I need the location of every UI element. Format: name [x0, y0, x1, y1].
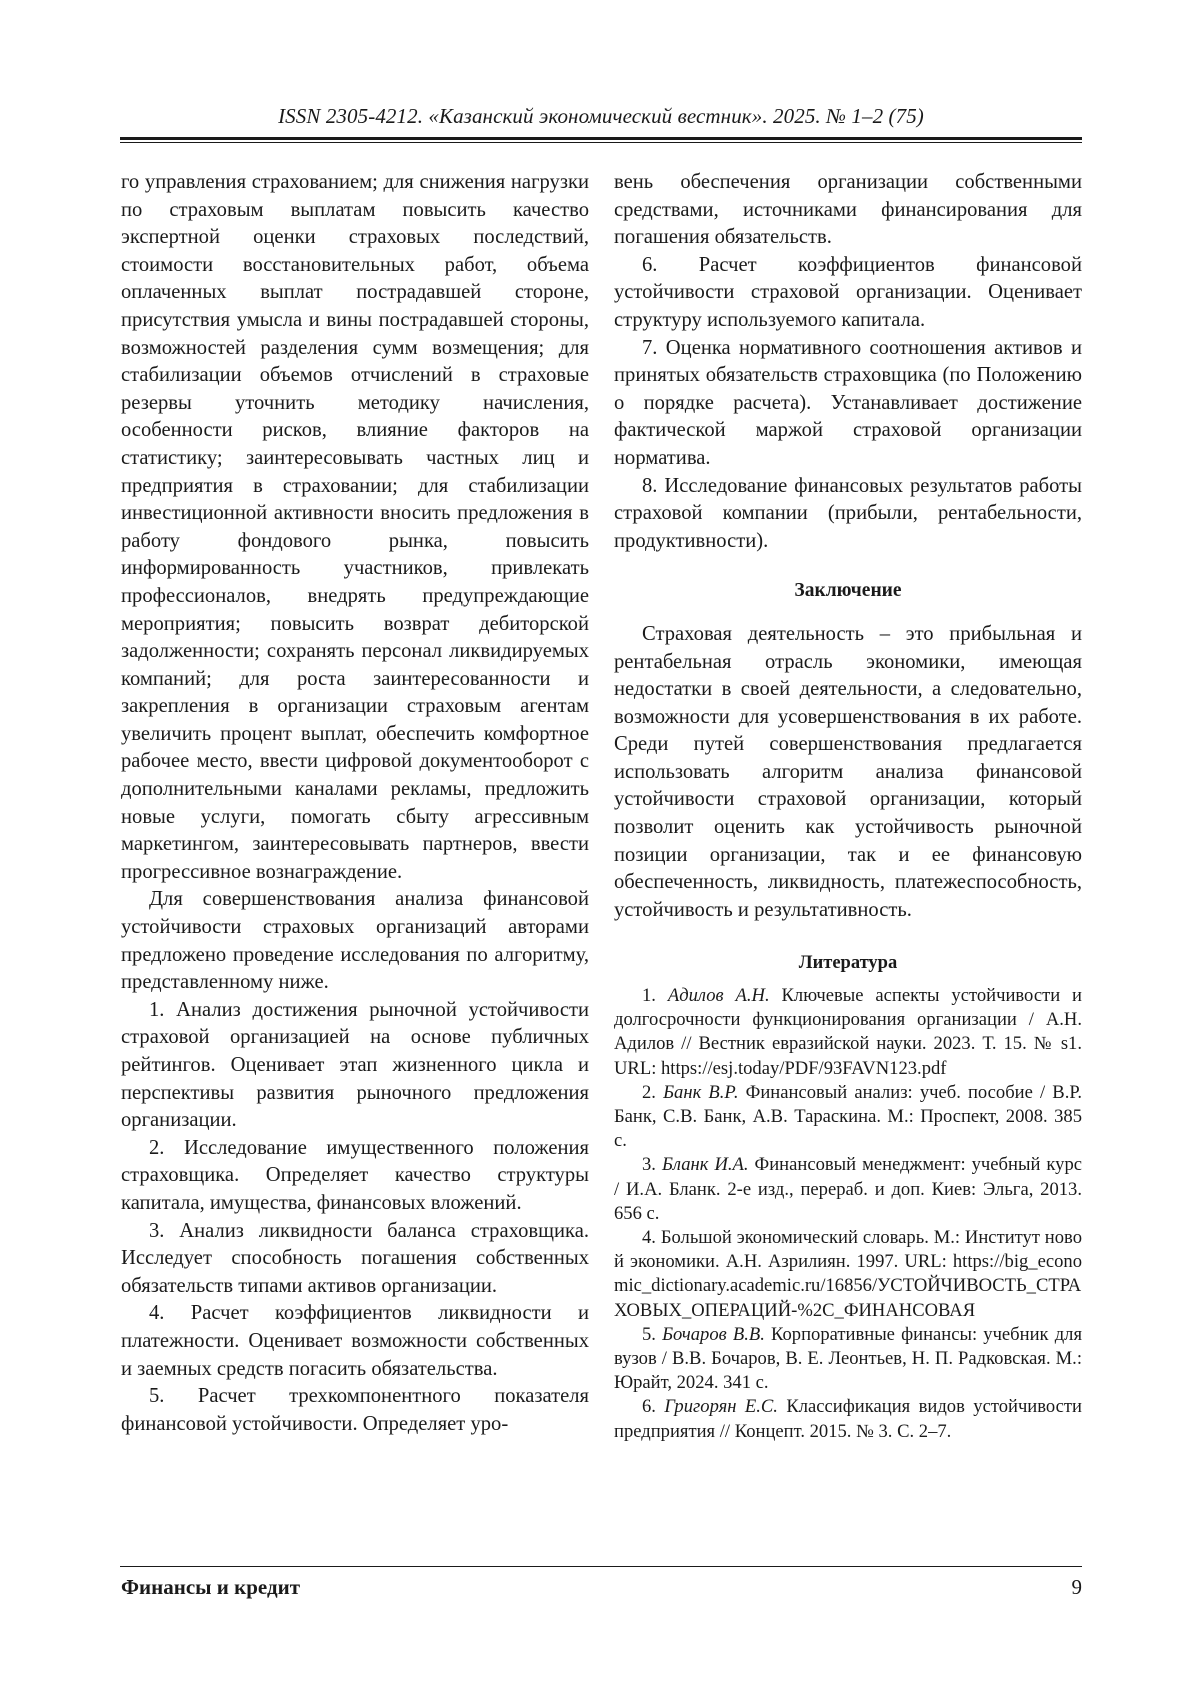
algorithm-step: 6. Расчет коэффициентов финансовой устойчивости страховой организации. Оценивает структуру используемого капитала.	[614, 253, 1082, 331]
reference-text: Классификация видов устойчивости предприятия // Концепт. 2015. № 3. С. 2–7.	[614, 1396, 1083, 1442]
reference-text: Большой экономический словарь. М.: Институт новой экономики. А.Н. Азрилиян. 1997. URL: https://big_economic_dictionary.academic.ru/16856/УСТОЙЧИВОСТЬ_СТРАХОВЫХ_ОПЕРАЦИЙ-%2C_ФИНАНСОВАЯ	[614, 1227, 1083, 1321]
footer-section-title: Финансы и кредит	[121, 1575, 301, 1599]
footer-rule	[120, 1566, 1082, 1567]
reference-number: 5.	[642, 1323, 663, 1345]
reference-author: Адилов А.Н.	[667, 985, 770, 1007]
body-paragraph: Для совершенствования анализа финансовой устойчивости страховых организаций авторами предложено проведение исследования по алгоритму, представленному ниже.	[121, 888, 589, 994]
literature-heading: Литература	[798, 953, 898, 974]
reference-text: Ключевые аспекты устойчивости и долгосрочности функционирования организации / А.Н. Адилов // Вестник евразийской науки. 2023. Т. 15. № s1. URL: https://esj.today/PDF/93FAVN123.pdf	[614, 985, 1083, 1079]
algorithm-step: 7. Оценка нормативного соотношения активов и принятых обязательств страховщика (по Положению о порядке расчета). Устанавливает достижение фактической маржой страховой организации норматива.	[614, 336, 1082, 469]
algorithm-step: 5. Расчет трехкомпонентного показателя финансовой устойчивости. Определяет уро-	[121, 1385, 589, 1435]
reference-number: 6.	[642, 1396, 665, 1418]
conclusion-heading: Заключение	[794, 580, 902, 602]
reference-number: 1.	[642, 985, 668, 1007]
header-rule-thin	[120, 142, 1082, 143]
reference-author: Бочаров В.В.	[662, 1323, 765, 1345]
reference-item	[614, 1153, 1082, 1226]
reference-text: Финансовый менеджмент: учебный курс / И.А. Бланк. 2-е изд., перераб. и доп. Киев: Эльга, 2013. 656 с.	[614, 1154, 1082, 1224]
reference-author: Бланк И.А.	[661, 1154, 749, 1176]
reference-list	[614, 984, 1082, 1444]
reference-author: Григорян Е.С.	[664, 1396, 778, 1418]
conclusion-paragraph: Страховая деятельность – это прибыльная и рентабельная отрасль экономики, имеющая недостатки в своей деятельности, а следовательно, возможности для усовершенствования в их работе. Среди путей совершенствования предлагается использовать алгоритм анализа финансовой устойчивости страховой организации, который позволит оценить как устойчивость рыночной позиции организации, так и ее финансовую обеспеченность, ликвидность, платежеспособность, устойчивость и результативность.	[614, 622, 1082, 921]
reference-number: 3.	[642, 1154, 662, 1176]
header-rule-thick	[120, 137, 1082, 140]
reference-item	[614, 1081, 1082, 1154]
reference-item	[614, 984, 1082, 1081]
algorithm-step: 3. Анализ ликвидности баланса страховщика. Исследует способность погашения собственных обязательств типами активов организации.	[121, 1219, 589, 1297]
reference-text: Финансовый анализ: учеб. пособие / В.Р. Банк, С.В. Банк, А.В. Тараскина. М.: Проспект, 2008. 385 с.	[614, 1081, 1083, 1152]
algorithm-step: 4. Расчет коэффициентов ликвидности и платежности. Оценивает возможности собственных и заемных средств погасить обязательства.	[121, 1302, 589, 1380]
reference-item	[614, 1395, 1082, 1443]
reference-item	[614, 1323, 1082, 1396]
reference-author: Банк В.Р.	[663, 1081, 739, 1103]
reference-text: Корпоративные финансы: учебник для вузов / В.В. Бочаров, В. Е. Леонтьев, Н. П. Радковская. М.: Юрайт, 2024. 341 с.	[614, 1323, 1082, 1394]
left-column	[121, 169, 589, 1438]
algorithm-step: 2. Исследование имущественного положения страховщика. Определяет качество структуры капитала, имущества, финансовых вложений.	[121, 1136, 589, 1214]
body-paragraph: го управления страхованием; для снижения нагрузки по страховым выплатам повысить качество экспертной оценки страховых последствий, стоимости восстановительных работ, объема оплаченных выплат пострадавшей стороне, присутствия умысла и вины пострадавшей стороны, возможностей разделения сумм возмещения; для стабилизации объемов отчислений в страховые резервы уточнить методику начисления, особенности рисков, влияние факторов на статистику; заинтересовывать частных лиц и предприятия в страховании; для стабилизации инвестиционной активности вносить предложения в работу фондового рынка, повысить информированность участников, привлекать профессионалов, внедрять предупреждающие мероприятия; повысить возврат дебиторской задолженности; сохранять персонал ликвидируемых компаний; для роста заинтересованности и закрепления в организации страховым агентам увеличить процент выплат, обеспечить комфортное рабочее место, ввести цифровой документооборот с дополнительными каналами рекламы, предложить новые услуги, помогать сбыту агрессивным маркетингом, заинтересовывать партнеров, ввести прогрессивное вознаграждение.	[121, 171, 589, 883]
reference-number: 4.	[642, 1227, 661, 1249]
algorithm-step: 1. Анализ достижения рыночной устойчивости страховой организацией на основе публичных рейтингов. Оценивает этап жизненного цикла и перспективы развития рыночного предложения организации.	[121, 998, 589, 1132]
reference-item	[614, 1226, 1082, 1323]
page-number: 9	[1071, 1575, 1082, 1599]
right-column	[614, 169, 1082, 1444]
running-header: ISSN 2305-4212. «Казанский экономический вестник». 2025. № 1–2 (75)	[278, 104, 924, 128]
algorithm-step: 8. Исследование финансовых результатов работы страховой компании (прибыли, рентабельности, продуктивности).	[614, 474, 1082, 552]
reference-number: 2.	[642, 1081, 664, 1103]
algorithm-step: вень обеспечения организации собственными средствами, источниками финансирования для погашения обязательств.	[614, 171, 1082, 249]
